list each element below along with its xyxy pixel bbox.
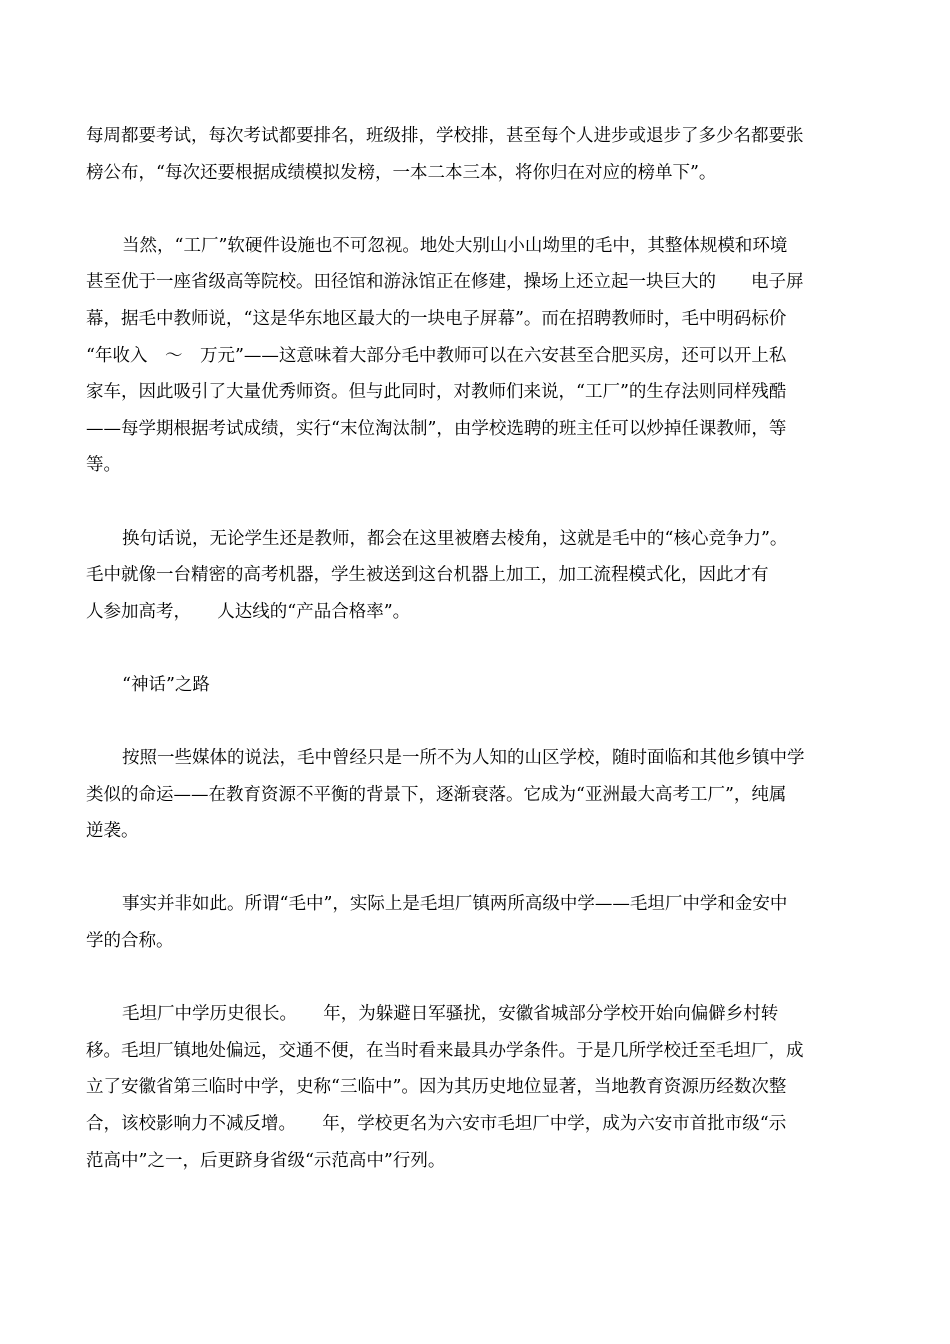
paragraph-history bbox=[86, 996, 866, 1179]
paragraph-exam-ranking bbox=[86, 118, 866, 191]
section-heading-text: “神话”之路 bbox=[122, 674, 210, 695]
paragraph-gap bbox=[86, 704, 866, 741]
text-line: 按照一些媒体的说法，毛中曾经只是一所不为人知的山区学校，随时面临和其他乡镇中学 bbox=[122, 748, 805, 769]
document-body bbox=[86, 118, 866, 1179]
text-line: 等。 bbox=[86, 455, 121, 476]
text-line: 类似的命运——在教育资源不平衡的背景下，逐渐衰落。它成为“亚洲最大高考工厂”，纯属 bbox=[86, 784, 787, 805]
text-line: 换句话说，无论学生还是教师，都会在这里被磨去棱角，这就是毛中的“核心竞争力”。 bbox=[122, 528, 788, 549]
text-line: 甚至优于一座省级高等院校。田径馆和游泳馆正在修建，操场上还立起一块巨大的 电子屏 bbox=[86, 272, 804, 293]
text-line: 毛中就像一台精密的高考机器，学生被送到这台机器上加工，加工流程模式化，因此才有 bbox=[86, 565, 769, 586]
paragraph-gap bbox=[86, 484, 866, 521]
text-line: 幕，据毛中教师说，“这是华东地区最大的一块电子屏幕”。而在招聘教师时，毛中明码标价 bbox=[86, 308, 787, 329]
paragraph-gap bbox=[86, 850, 866, 887]
text-line: 当然，“工厂”软硬件设施也不可忽视。地处大别山小山坳里的毛中，其整体规模和环境 bbox=[122, 235, 788, 256]
text-line: 事实并非如此。所谓“毛中”，实际上是毛坦厂镇两所高级中学——毛坦厂中学和金安中 bbox=[122, 894, 788, 915]
text-line: 逆袭。 bbox=[86, 821, 139, 842]
text-line: 榜公布，“每次还要根据成绩模拟发榜，一本二本三本，将你归在对应的榜单下”。 bbox=[86, 162, 717, 183]
paragraph-media-claims bbox=[86, 740, 866, 850]
text-line: “年收入 ～ 万元”——这意味着大部分毛中教师可以在六安甚至合肥买房，还可以开上私 bbox=[86, 345, 787, 366]
paragraph-gap bbox=[86, 630, 866, 667]
paragraph-core-competitiveness bbox=[86, 521, 866, 631]
text-line: 人参加高考， 人达线的“产品合格率”。 bbox=[86, 601, 411, 622]
text-line: 立了安徽省第三临时中学，史称“三临中”。因为其历史地位显著，当地教育资源历经数次整 bbox=[86, 1077, 787, 1098]
text-line: 学的合称。 bbox=[86, 931, 174, 952]
text-line: 移。毛坦厂镇地处偏远，交通不便，在当时看来最具办学条件。于是几所学校迁至毛坦厂，成 bbox=[86, 1040, 804, 1061]
paragraph-facts bbox=[86, 886, 866, 959]
text-line: 家车，因此吸引了大量优秀师资。但与此同时，对教师们来说，“工厂”的生存法则同样残酷 bbox=[86, 382, 787, 403]
text-line: 范高中”之一，后更跻身省级“示范高中”行列。 bbox=[86, 1150, 446, 1171]
text-line: ——每学期根据考试成绩，实行“末位淘汰制”，由学校选聘的班主任可以炒掉任课教师，等 bbox=[86, 418, 787, 439]
section-heading bbox=[86, 667, 866, 704]
text-line: 每周都要考试，每次考试都要排名，班级排，学校排，甚至每个人进步或退步了多少名都要张 bbox=[86, 126, 804, 146]
paragraph-gap bbox=[86, 191, 866, 228]
text-line: 合，该校影响力不减反增。 年，学校更名为六安市毛坦厂中学，成为六安市首批市级“示 bbox=[86, 1114, 787, 1135]
paragraph-facilities bbox=[86, 228, 866, 484]
text-line: 毛坦厂中学历史很长。 年，为躲避日军骚扰，安徽省城部分学校开始向偏僻乡村转 bbox=[122, 1004, 779, 1025]
paragraph-gap bbox=[86, 960, 866, 997]
